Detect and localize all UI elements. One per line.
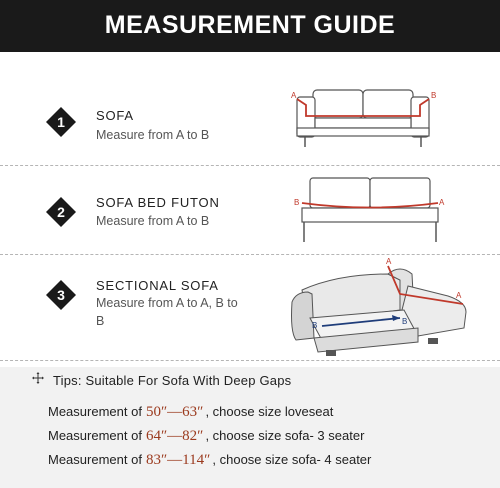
size-prefix: Measurement of [48,428,142,443]
step-3-number: 3 [57,287,65,303]
size-suffix: , choose size loveseat [205,404,334,419]
label-a: A [456,291,462,300]
size-range: 83″—114″ [145,452,211,468]
size-suffix: , choose size sofa- 4 seater [212,452,372,467]
sectional-sofa-diagram [288,258,473,358]
step-3-description: Measure from A to A, B to B [96,296,238,328]
step-1-title: SOFA [96,108,134,123]
divider [0,165,500,166]
label-a: A [439,198,445,207]
step-2-number: 2 [57,204,65,220]
page-title: MEASUREMENT GUIDE [104,11,396,39]
label-b: B [402,317,408,326]
step-1-description: Measure from A to B [96,128,210,142]
divider [0,254,500,255]
size-range: 50″—63″ [145,404,204,420]
tips-text: Tips: Suitable For Sofa With Deep Gaps [53,373,292,388]
move-arrows-icon [32,372,44,384]
step-1-badge-icon [46,107,76,137]
step-3-badge-icon [46,280,76,310]
size-suffix: , choose size sofa- 3 seater [205,428,365,443]
size-prefix: Measurement of [48,452,142,467]
size-range: 64″—82″ [145,428,204,444]
header-banner [0,0,500,52]
label-b: B [294,198,300,207]
label-a: A [291,91,297,100]
size-guide-line-loveseat [48,404,333,421]
label-b: B [431,91,437,100]
size-prefix: Measurement of [48,404,142,419]
step-2-title: SOFA BED FUTON [96,195,220,210]
futon-diagram [290,172,450,248]
size-guide-line-4-seater [48,452,371,469]
size-guide-line-3-seater [48,428,364,445]
label-b: B [312,321,318,330]
step-1-number: 1 [57,114,65,130]
sofa-diagram [283,85,453,155]
divider [0,360,500,361]
step-2-description: Measure from A to B [96,214,210,228]
label-a: A [386,258,392,266]
step-2-badge-icon [46,197,76,227]
step-3-title: SECTIONAL SOFA [96,278,219,293]
